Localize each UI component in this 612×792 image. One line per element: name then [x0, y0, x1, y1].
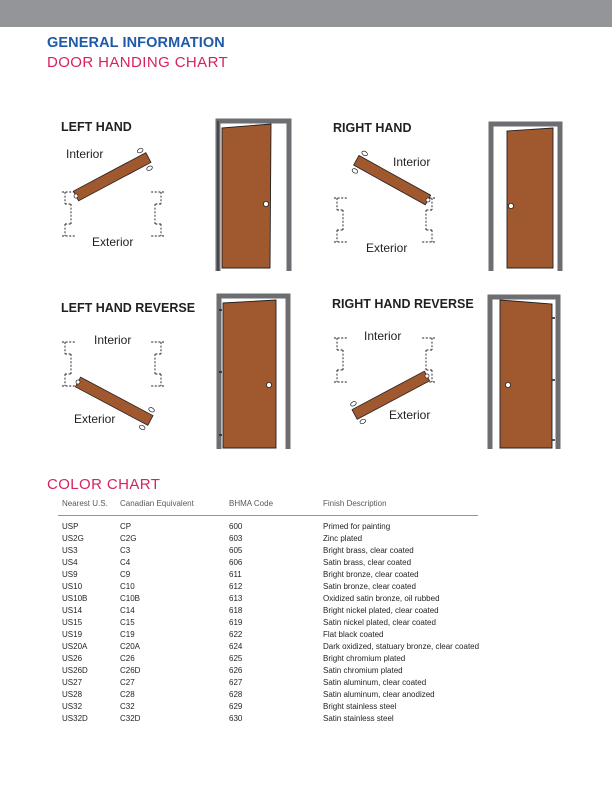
table-cell: US26 — [62, 654, 83, 663]
table-row — [0, 546, 612, 558]
table-cell: Bright stainless steel — [323, 702, 397, 711]
table-cell: 628 — [229, 690, 243, 699]
table-cell: C26 — [120, 654, 135, 663]
right-hand-exterior-text: Exterior — [366, 241, 408, 255]
table-row — [0, 666, 612, 678]
table-cell: C4 — [120, 558, 131, 567]
right-hand-plan — [334, 150, 436, 255]
table-cell: C10 — [120, 582, 135, 591]
col-header-bhma: BHMA Code — [229, 499, 274, 508]
table-cell: Satin chromium plated — [323, 666, 403, 675]
table-cell: US10 — [62, 582, 83, 591]
table-cell: CP — [120, 522, 132, 531]
table-row — [0, 570, 612, 582]
table-cell: 603 — [229, 534, 243, 543]
table-cell: 630 — [229, 714, 243, 723]
table-cell: Satin nickel plated, clear coated — [323, 618, 436, 627]
left-hand-plan — [62, 147, 164, 249]
right-hand-reverse-door-elevation — [490, 297, 558, 449]
table-cell: Satin stainless steel — [323, 714, 394, 723]
table-cell: US26D — [62, 666, 88, 675]
left-hand-interior-text: Interior — [66, 147, 104, 161]
table-cell: US32D — [62, 714, 88, 723]
table-cell: Bright brass, clear coated — [323, 546, 414, 555]
right-hand-reverse-interior-text: Interior — [364, 329, 402, 343]
table-cell: C9 — [120, 570, 131, 579]
right-hand-reverse-label: RIGHT HAND REVERSE — [332, 297, 474, 311]
table-cell: US14 — [62, 606, 83, 615]
table-cell: US9 — [62, 570, 78, 579]
table-cell: C26D — [120, 666, 141, 675]
table-row — [0, 534, 612, 546]
table-cell: US4 — [62, 558, 78, 567]
table-row — [0, 690, 612, 702]
left-hand-label: LEFT HAND — [61, 120, 132, 134]
table-row — [0, 702, 612, 714]
table-cell: US10B — [62, 594, 88, 603]
table-cell: Dark oxidized, statuary bronze, clear coated — [323, 642, 480, 651]
table-cell: Flat black coated — [323, 630, 384, 639]
table-cell: 625 — [229, 654, 243, 663]
table-cell: US15 — [62, 618, 83, 627]
table-cell: Oxidized satin bronze, oil rubbed — [323, 594, 440, 603]
table-row — [0, 678, 612, 690]
right-hand-reverse-exterior-text: Exterior — [389, 408, 431, 422]
page-title: DOOR HANDING CHART — [47, 54, 229, 71]
table-cell: US19 — [62, 630, 83, 639]
table-row — [0, 642, 612, 654]
table-cell: C32 — [120, 702, 135, 711]
color-chart-title: COLOR CHART — [47, 476, 161, 493]
table-cell: C15 — [120, 618, 135, 627]
section-title: GENERAL INFORMATION — [47, 35, 225, 51]
table-cell: Primed for painting — [323, 522, 391, 531]
table-cell: Satin aluminum, clear coated — [323, 678, 427, 687]
header-divider — [58, 515, 478, 516]
table-cell: 600 — [229, 522, 243, 531]
table-cell: USP — [62, 522, 79, 531]
right-hand-interior-text: Interior — [393, 155, 431, 169]
left-hand-reverse-exterior-text: Exterior — [74, 412, 116, 426]
color-chart-table — [0, 522, 612, 726]
table-row — [0, 618, 612, 630]
left-hand-exterior-text: Exterior — [92, 235, 134, 249]
table-row — [0, 558, 612, 570]
table-cell: 605 — [229, 546, 243, 555]
table-row — [0, 606, 612, 618]
table-row — [0, 594, 612, 606]
table-row — [0, 582, 612, 594]
table-cell: C32D — [120, 714, 141, 723]
table-cell: Satin brass, clear coated — [323, 558, 412, 567]
table-row — [0, 654, 612, 666]
right-hand-label: RIGHT HAND — [333, 121, 412, 135]
left-hand-reverse-label: LEFT HAND REVERSE — [61, 301, 196, 315]
table-cell: C28 — [120, 690, 135, 699]
table-cell: US20A — [62, 642, 88, 651]
table-cell: C14 — [120, 606, 135, 615]
table-cell: C19 — [120, 630, 135, 639]
table-cell: US3 — [62, 546, 78, 555]
table-cell: Bright chromium plated — [323, 654, 406, 663]
table-cell: 624 — [229, 642, 243, 651]
right-hand-reverse-plan — [334, 329, 435, 425]
table-cell: US32 — [62, 702, 83, 711]
left-hand-reverse-door-elevation — [219, 296, 288, 449]
table-cell: Zinc plated — [323, 534, 363, 543]
left-hand-door-elevation — [218, 121, 289, 271]
right-hand-door-elevation — [491, 124, 560, 271]
table-cell: US28 — [62, 690, 83, 699]
table-cell: Satin aluminum, clear anodized — [323, 690, 435, 699]
table-cell: 606 — [229, 558, 243, 567]
table-cell: US27 — [62, 678, 83, 687]
table-cell: C3 — [120, 546, 131, 555]
table-row — [0, 522, 612, 534]
col-header-finish: Finish Description — [323, 499, 387, 508]
left-hand-reverse-plan — [62, 333, 164, 431]
table-cell: Bright nickel plated, clear coated — [323, 606, 439, 615]
table-cell: C27 — [120, 678, 135, 687]
table-cell: 611 — [229, 570, 242, 579]
left-hand-reverse-interior-text: Interior — [94, 333, 132, 347]
table-cell: Satin bronze, clear coated — [323, 582, 416, 591]
table-cell: C10B — [120, 594, 141, 603]
table-cell: 612 — [229, 582, 243, 591]
table-row — [0, 630, 612, 642]
table-cell: 629 — [229, 702, 243, 711]
table-cell: 619 — [229, 618, 243, 627]
table-cell: C20A — [120, 642, 141, 651]
table-cell: 618 — [229, 606, 243, 615]
table-cell: C2G — [120, 534, 137, 543]
table-cell: Bright bronze, clear coated — [323, 570, 419, 579]
table-cell: 626 — [229, 666, 243, 675]
table-row — [0, 714, 612, 726]
col-header-us: Nearest U.S. — [62, 499, 108, 508]
table-cell: US2G — [62, 534, 84, 543]
col-header-canadian: Canadian Equivalent — [120, 499, 194, 508]
table-cell: 613 — [229, 594, 243, 603]
table-cell: 622 — [229, 630, 243, 639]
table-cell: 627 — [229, 678, 243, 687]
